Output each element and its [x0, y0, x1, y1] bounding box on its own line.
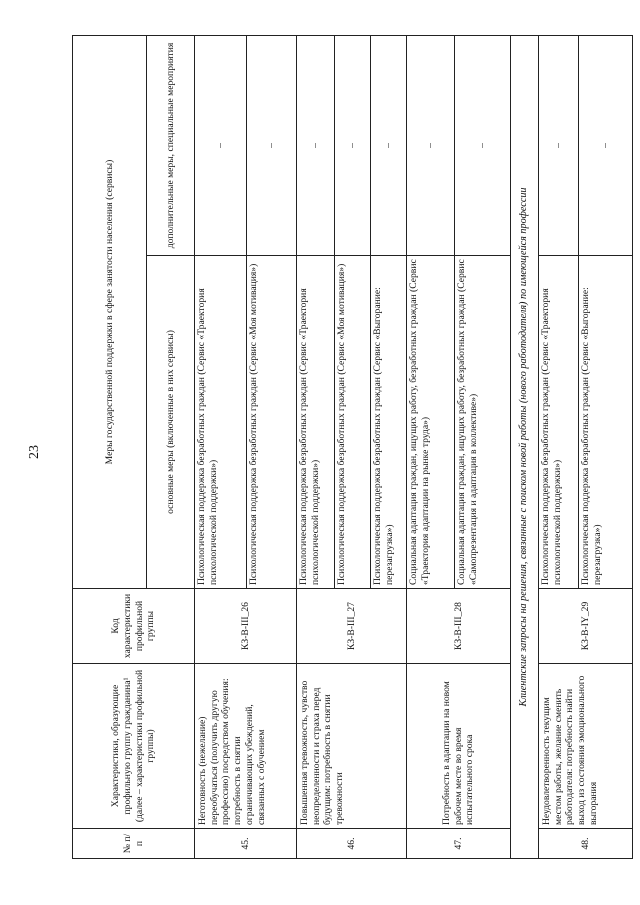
measure-text: Психологическая поддержка безработных граждан (Сервис «Траектория психологической поддержки»)	[539, 256, 579, 589]
row-code: КЗ-В-III_28	[407, 589, 511, 664]
rotated-table-container	[72, 36, 611, 859]
row-code: КЗ-В-III_27	[297, 589, 407, 664]
row-code: КЗ-В-IY_29	[539, 589, 633, 664]
header-measures: Меры государственной поддержки в сфере занятости населения (сервисы)	[73, 36, 147, 589]
measure-text: Социальная адаптация граждан, ищущих работу, безработных граждан (Сервис «Самопрезентация и адаптация в коллективе»)	[455, 256, 511, 589]
measure-extra: –	[371, 36, 407, 256]
section-title: Клиентские запросы на решения, связанные с поиском новой работы (нового работодателя) по имеющейся профессии	[511, 36, 539, 859]
measure-text: Психологическая поддержка безработных граждан (Сервис «Выгорание: перезагрузка»)	[579, 256, 633, 589]
measure-text: Социальная адаптация граждан, ищущих работу, безработных граждан (Сервис «Траектория адаптации на рынке труда»)	[407, 256, 455, 589]
measure-text: Психологическая поддержка безработных граждан (Сервис «Моя мотивация»)	[247, 256, 297, 589]
measure-extra: –	[247, 36, 297, 256]
row-characteristic: Повышенная тревожность, чувство неопределенности и страха перед будущим: потребность в снятии тревожности	[297, 664, 407, 829]
header-main-measures: основные меры (включенные в них сервисы)	[147, 256, 195, 589]
measure-text: Психологическая поддержка безработных граждан (Сервис «Моя мотивация»)	[335, 256, 371, 589]
header-additional-measures: дополнительные меры, специальные мероприятия	[147, 36, 195, 256]
measure-text: Психологическая поддержка безработных граждан (Сервис «Выгорание: перезагрузка»)	[371, 256, 407, 589]
measure-text: Психологическая поддержка безработных граждан (Сервис «Траектория психологической поддержки»)	[297, 256, 335, 589]
measure-extra: –	[455, 36, 511, 256]
row-num: 46.	[297, 829, 407, 859]
row-num: 48.	[539, 829, 633, 859]
row-num: 47.	[407, 829, 511, 859]
page-number: 23	[27, 445, 42, 459]
measure-extra: –	[539, 36, 579, 256]
measure-text: Психологическая поддержка безработных граждан (Сервис «Траектория психологической поддержки»)	[195, 256, 247, 589]
header-num: № п/п	[73, 829, 195, 859]
header-characteristics: Характеристики, образующие профильную группу гражданина¹ (далее – характеристики профильной группы)	[73, 664, 195, 829]
header-code: Код характеристики профильной группы	[73, 589, 195, 664]
measure-extra: –	[195, 36, 247, 256]
measure-extra: –	[297, 36, 335, 256]
measure-extra: –	[407, 36, 455, 256]
row-characteristic: Неудовлетворенность текущим местом работы, желание сменить работодателя: потребность найти выход из состояния эмоционального выгорания	[539, 664, 633, 829]
measure-extra: –	[579, 36, 633, 256]
row-characteristic: Неготовность (нежелание) переобучаться (получить другую профессию) посредством обучения: потребность в снятии ограничивающих убеждений, связанных с обучением	[195, 664, 297, 829]
row-num: 45.	[195, 829, 297, 859]
row-code: КЗ-В-III_26	[195, 589, 297, 664]
measure-extra: –	[335, 36, 371, 256]
row-characteristic: Потребность в адаптации на новом рабочем месте во время испытательного срока	[407, 664, 511, 829]
measures-table	[72, 35, 633, 859]
